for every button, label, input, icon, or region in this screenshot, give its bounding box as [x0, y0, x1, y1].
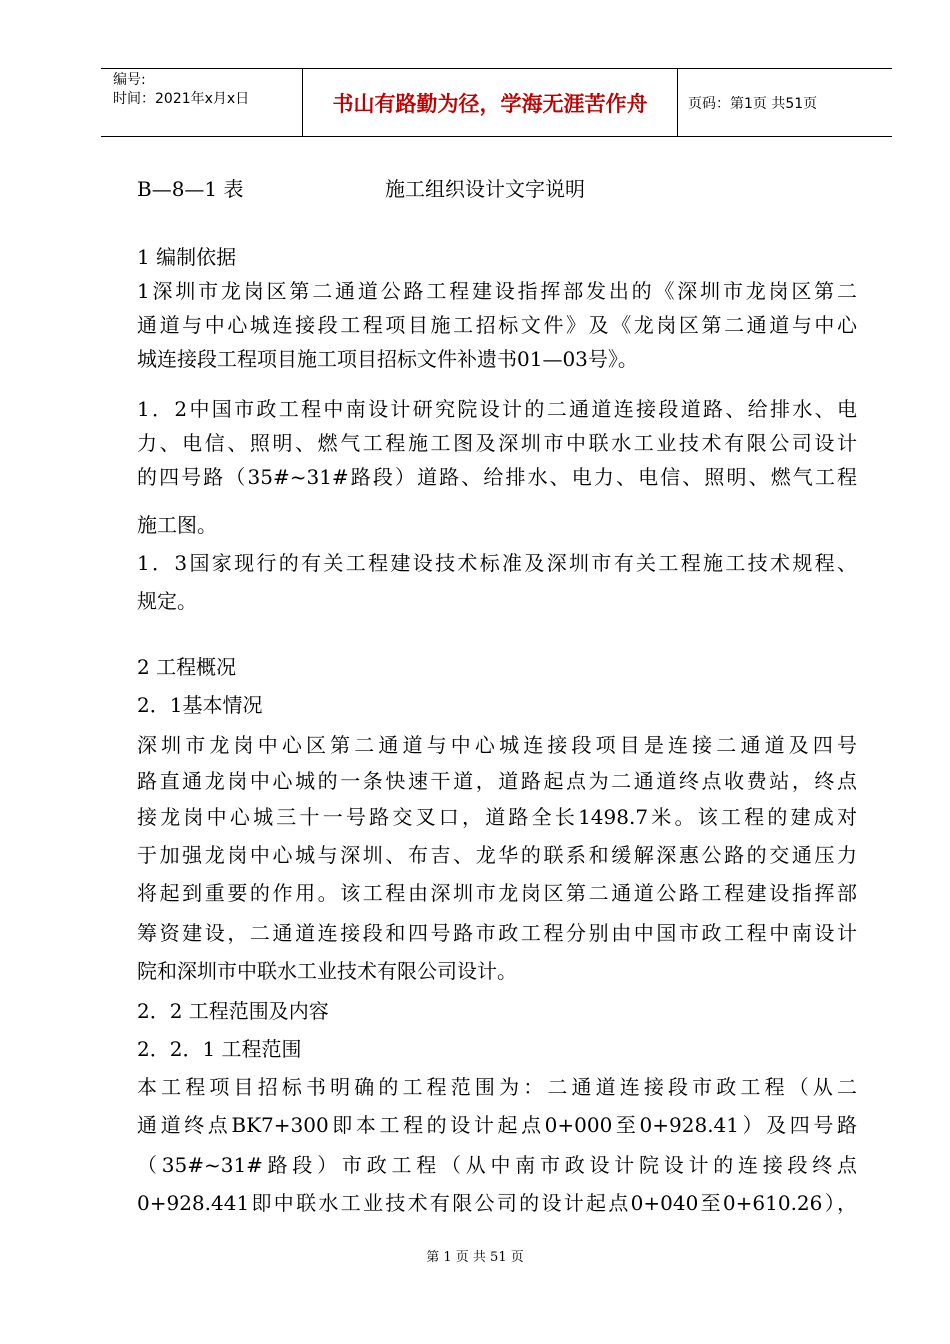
doc-line: 1 编制依据 [137, 245, 237, 269]
doc-line: 1深圳市龙岗区第二通道公路工程建设指挥部发出的《深圳市龙岗区第二 [137, 279, 857, 303]
doc-line: 本工程项目招标书明确的工程范围为：二通道连接段市政工程（从二 [137, 1075, 857, 1099]
doc-line: 施工图。 [137, 513, 217, 537]
doc-line: 2．2 工程范围及内容 [137, 999, 329, 1023]
number-label: 编号: [113, 72, 146, 88]
doc-line: 的四号路（35#~31#路段）道路、给排水、电力、电信、照明、燃气工程 [137, 465, 857, 489]
doc-line: 1．3国家现行的有关工程建设技术标准及深圳市有关工程施工技术规程、 [137, 551, 857, 575]
form-title: 施工组织设计文字说明 [385, 177, 585, 201]
doc-line: 路直通龙岗中心城的一条快速干道，道路起点为二通道终点收费站，终点 [137, 769, 857, 793]
form-code: B—8—1 表 [137, 177, 244, 201]
doc-line: 0+928.441即中联水工业技术有限公司的设计起点0+040至0+610.26）， [137, 1191, 857, 1215]
doc-line: 于加强龙岗中心城与深圳、布吉、龙华的联系和缓解深惠公路的交通压力 [137, 843, 857, 867]
doc-line: 接龙岗中心城三十一号路交叉口，道路全长1498.7米。该工程的建成对 [137, 805, 857, 829]
doc-line: （35#~31#路段）市政工程（从中南市政设计院设计的连接段终点 [137, 1153, 857, 1177]
doc-line: 1．2中国市政工程中南设计研究院设计的二通道连接段道路、给排水、电 [137, 397, 857, 421]
doc-line: 2．1基本情况 [137, 693, 263, 717]
doc-line: 规定。 [137, 589, 197, 613]
doc-line: 筹资建设，二通道连接段和四号路市政工程分别由中国市政工程中南设计 [137, 921, 857, 945]
doc-line: 2．2．1 工程范围 [137, 1037, 302, 1061]
page-footer: 第 1 页 共 51 页 [426, 1250, 524, 1265]
doc-line: 通道与中心城连接段工程项目施工招标文件》及《龙岗区第二通道与中心 [137, 313, 857, 337]
doc-line: 院和深圳市中联水工业技术有限公司设计。 [137, 959, 517, 983]
doc-line: 力、电信、照明、燃气工程施工图及深圳市中联水工业技术有限公司设计 [137, 431, 857, 455]
doc-line: 通道终点BK7+300即本工程的设计起点0+000至0+928.41）及四号路 [137, 1113, 857, 1137]
doc-line: 深圳市龙岗中心区第二通道与中心城连接段项目是连接二通道及四号 [137, 733, 857, 757]
header-motto: 书山有路勤为径，学海无涯苦作舟 [303, 69, 678, 136]
doc-line: 2 工程概况 [137, 655, 237, 679]
time-label: 时间：2021年x月x日 [113, 91, 250, 107]
doc-line: 城连接段工程项目施工项目招标文件补遗书01—03号》。 [137, 347, 638, 371]
doc-line: 将起到重要的作用。该工程由深圳市龙岗区第二通道公路工程建设指挥部 [137, 881, 857, 905]
page-header [101, 68, 892, 137]
header-meta [101, 69, 303, 136]
header-page-info: 页码：第1页 共51页 [688, 95, 818, 112]
